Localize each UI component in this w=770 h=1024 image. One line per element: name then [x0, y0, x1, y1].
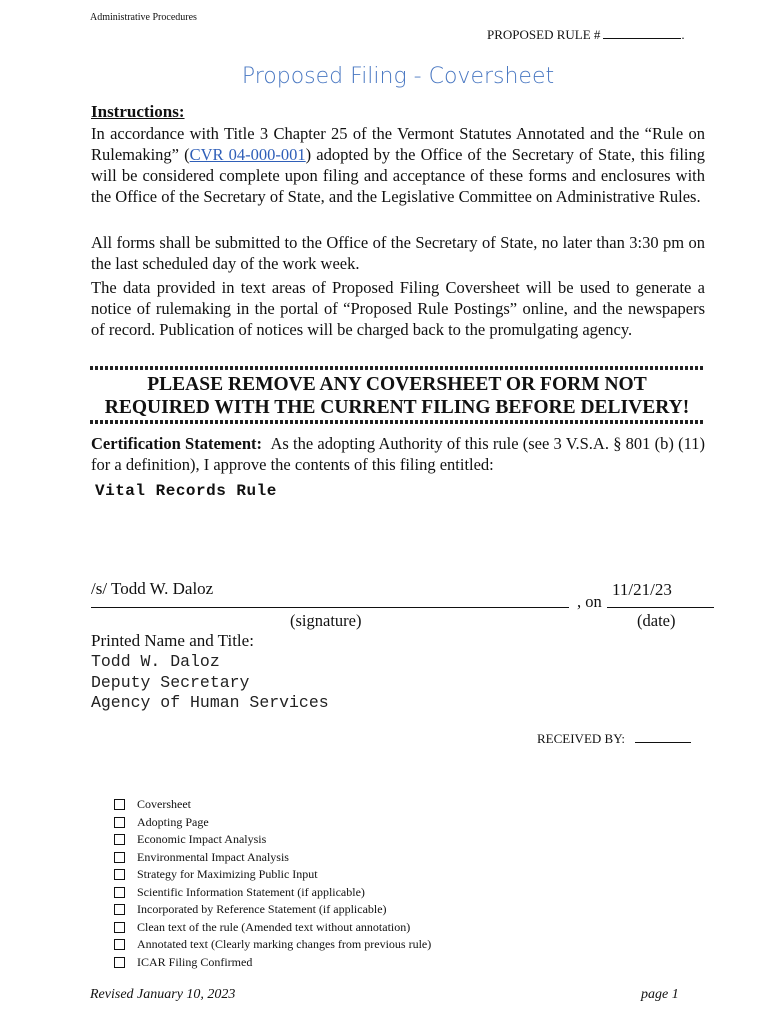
checkbox[interactable]	[114, 939, 125, 950]
received-by	[537, 731, 691, 747]
received-by-label: RECEIVED BY:	[537, 731, 625, 746]
dashed-divider-top	[90, 366, 704, 370]
checklist-item	[114, 919, 431, 937]
checklist-label: Environmental Impact Analysis	[137, 849, 289, 864]
warning-line-1: PLEASE REMOVE ANY COVERSHEET OR FORM NOT	[147, 374, 647, 395]
checklist-item	[114, 954, 431, 972]
printed-title[interactable]: Deputy Secretary	[91, 673, 250, 692]
dashed-divider-bottom	[90, 420, 704, 424]
enclosure-checklist	[114, 796, 431, 971]
p1-text-a: In accordance with Title 3 Chapter 25 of the Vermont Statutes Annotated and the “Rule on Rulemaking” (	[91, 124, 705, 164]
certification-label: Certification Statement:	[91, 434, 262, 453]
checklist-item	[114, 849, 431, 867]
checkbox[interactable]	[114, 852, 125, 863]
instructions-paragraph-3: The data provided in text areas of Proposed Filing Coversheet will be used to generate a notice of rulemaking in the portal of “Proposed Rule Postings” online, and the newspapers of record. Publication of notices will be charged back to the promulgating agency.	[91, 278, 705, 339]
removal-warning	[90, 373, 704, 419]
checkbox[interactable]	[114, 869, 125, 880]
checkbox[interactable]	[114, 904, 125, 915]
checklist-item	[114, 936, 431, 954]
date-line	[607, 607, 714, 608]
checkbox[interactable]	[114, 887, 125, 898]
certification-statement	[91, 433, 705, 475]
signature-caption: (signature)	[290, 611, 362, 630]
received-by-field[interactable]	[635, 733, 691, 743]
proposed-rule-label: PROPOSED RULE #	[487, 27, 601, 42]
section-header: Administrative Procedures	[90, 12, 197, 23]
proposed-rule-suffix: .	[681, 27, 685, 42]
revision-date: Revised January 10, 2023	[90, 987, 236, 1002]
checkbox[interactable]	[114, 957, 125, 968]
instructions-paragraph-1	[91, 123, 705, 207]
printed-name-label: Printed Name and Title:	[91, 631, 254, 650]
signature-line	[91, 607, 569, 608]
printed-agency[interactable]: Agency of Human Services	[91, 693, 329, 712]
rule-title-field[interactable]: Vital Records Rule	[95, 482, 277, 500]
checklist-label: Incorporated by Reference Statement (if applicable)	[137, 902, 387, 917]
checklist-label: Economic Impact Analysis	[137, 832, 267, 847]
checklist-label: Annotated text (Clearly marking changes from previous rule)	[137, 937, 432, 952]
checkbox[interactable]	[114, 799, 125, 810]
checklist-label: ICAR Filing Confirmed	[137, 954, 253, 969]
printed-name[interactable]: Todd W. Daloz	[91, 652, 220, 671]
signature-value[interactable]: /s/ Todd W. Daloz	[91, 579, 214, 598]
checklist-item	[114, 814, 431, 832]
page-title: Proposed Filing - Coversheet	[241, 64, 555, 89]
proposed-rule-field[interactable]	[603, 28, 681, 39]
checklist-item	[114, 866, 431, 884]
checklist-item	[114, 901, 431, 919]
instructions-heading: Instructions:	[91, 102, 185, 121]
certification-text: As the adopting Authority of this rule (see 3 V.S.A. § 801 (b) (11) for a definition), I approve the contents of this filing entitled:	[91, 434, 705, 474]
checklist-label: Coversheet	[137, 797, 191, 812]
checklist-label: Strategy for Maximizing Public Input	[137, 867, 318, 882]
checklist-item	[114, 796, 431, 814]
checklist-item	[114, 831, 431, 849]
checklist-item	[114, 884, 431, 902]
on-text: , on	[577, 592, 602, 611]
instructions-paragraph-2: All forms shall be submitted to the Office of the Secretary of State, no later than 3:30 pm on the last scheduled day of the work week.	[91, 233, 705, 273]
checklist-label: Adopting Page	[137, 814, 209, 829]
checkbox[interactable]	[114, 922, 125, 933]
cvr-link[interactable]: CVR 04-000-001	[189, 145, 306, 164]
page-number: page 1	[641, 987, 679, 1002]
checkbox[interactable]	[114, 834, 125, 845]
checklist-label: Clean text of the rule (Amended text without annotation)	[137, 919, 411, 934]
checklist-label: Scientific Information Statement (if applicable)	[137, 884, 365, 899]
warning-line-2: REQUIRED WITH THE CURRENT FILING BEFORE DELIVERY!	[104, 397, 690, 418]
p1-text-b: ) adopted by the Office of the Secretary of State, this filing will be considered complete upon filing and acceptance of these forms and enclosures with the Office of the Secretary of State, and the Legislative Committee on Administrative Rules.	[91, 145, 705, 206]
date-caption: (date)	[637, 611, 676, 630]
proposed-rule-number	[487, 27, 685, 43]
date-value[interactable]: 11/21/23	[612, 580, 672, 599]
checkbox[interactable]	[114, 817, 125, 828]
